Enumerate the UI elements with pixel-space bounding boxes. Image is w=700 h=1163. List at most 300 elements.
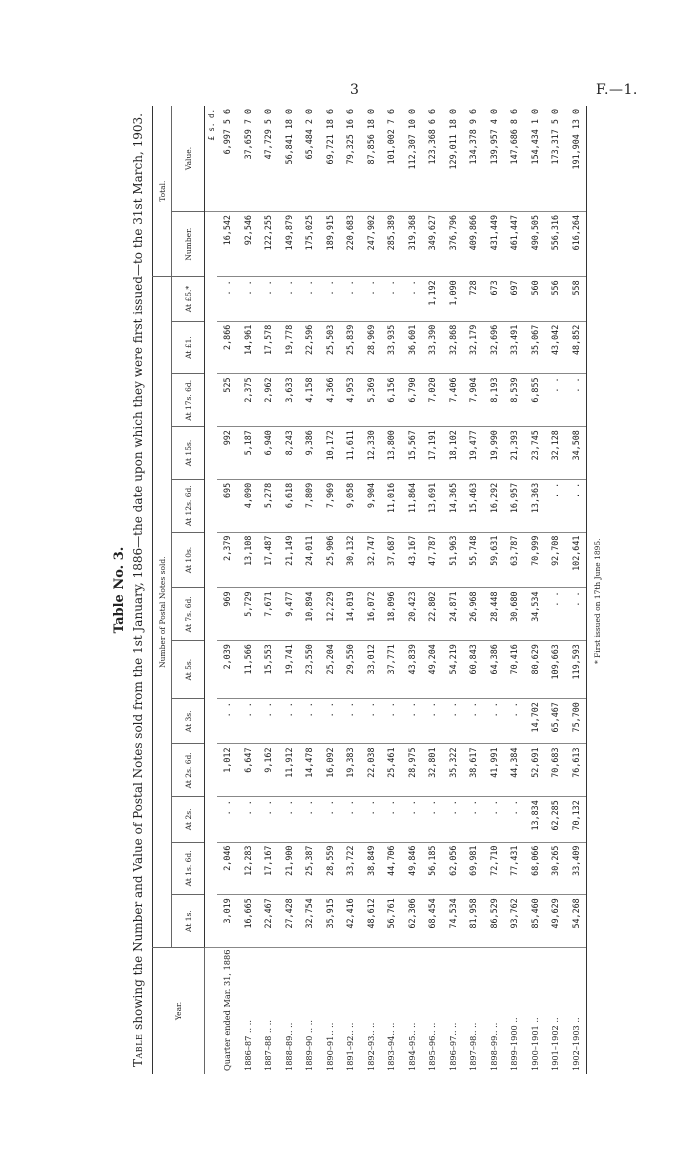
year-cell: 1890–91.. .. — [320, 947, 341, 1074]
notes-count-cell: 556 — [545, 277, 566, 321]
notes-count-cell: 22,038 — [361, 744, 382, 797]
postal-notes-table — [152, 106, 587, 1074]
notes-count-cell: 86,529 — [484, 895, 505, 948]
notes-count-cell: . . — [402, 277, 423, 321]
notes-count-cell: 43,042 — [545, 321, 566, 374]
notes-count-cell: 64,386 — [484, 641, 505, 699]
notes-count-cell: 21,393 — [504, 427, 525, 480]
column-header: At 12s. 6d. — [172, 479, 205, 532]
table-row — [463, 106, 484, 1074]
notes-count-cell: 14,702 — [525, 699, 546, 744]
total-value-cell: 79,325 16 6 — [345, 109, 356, 165]
notes-count-cell: 6,855 — [525, 374, 546, 427]
notes-count-cell: 17,167 — [258, 842, 279, 895]
notes-count-cell: 54,268 — [566, 895, 587, 948]
notes-count-cell: 44,706 — [381, 842, 402, 895]
notes-count-cell: . . — [361, 277, 382, 321]
notes-count-cell: . . — [320, 699, 341, 744]
notes-count-cell: 19,990 — [484, 427, 505, 480]
notes-count-cell: 23,550 — [299, 641, 320, 699]
notes-count-cell: . . — [361, 699, 382, 744]
notes-count-cell: 25,461 — [381, 744, 402, 797]
table-row — [443, 106, 464, 1074]
notes-count-cell: 49,204 — [422, 641, 443, 699]
notes-count-cell: 42,416 — [340, 895, 361, 948]
notes-count-cell: 54,219 — [443, 641, 464, 699]
notes-count-cell: 109,663 — [545, 641, 566, 699]
total-value-cell: 47,729 5 0 — [263, 109, 274, 160]
table-row — [422, 106, 443, 1074]
notes-count-cell: 25,204 — [320, 641, 341, 699]
notes-count-cell: 69,981 — [463, 842, 484, 895]
total-number-cell: 556,316 — [545, 212, 566, 277]
notes-count-cell: 5,729 — [238, 588, 259, 641]
total-value-cell: 69,721 18 6 — [324, 109, 335, 165]
notes-count-cell: . . — [217, 277, 238, 321]
notes-count-cell: 49,629 — [545, 895, 566, 948]
notes-count-cell: 16,072 — [361, 588, 382, 641]
notes-count-cell: . . — [566, 588, 587, 641]
notes-count-cell: 30,132 — [340, 532, 361, 588]
notes-count-cell: . . — [320, 797, 341, 842]
table-row — [381, 106, 402, 1074]
total-number-cell: 189,915 — [320, 212, 341, 277]
notes-count-cell: 6,940 — [258, 427, 279, 480]
notes-count-cell: 29,550 — [340, 641, 361, 699]
notes-count-cell: 25,503 — [320, 321, 341, 374]
notes-count-cell: 92,708 — [545, 532, 566, 588]
year-cell: 1886–87 .. .. — [238, 947, 259, 1074]
notes-count-cell: 697 — [504, 277, 525, 321]
notes-count-cell: . . — [299, 797, 320, 842]
rotated-table-region — [112, 106, 602, 1074]
notes-count-cell: 13,363 — [525, 479, 546, 532]
notes-count-cell: 80,629 — [525, 641, 546, 699]
notes-count-cell: 19,778 — [279, 321, 300, 374]
notes-count-cell: 17,191 — [422, 427, 443, 480]
total-number-cell: 490,505 — [525, 212, 546, 277]
notes-count-cell: 72,710 — [484, 842, 505, 895]
total-number-cell: 431,449 — [484, 212, 505, 277]
notes-count-cell: 60,843 — [463, 641, 484, 699]
notes-count-cell: 525 — [217, 374, 238, 427]
notes-count-cell: 21,149 — [279, 532, 300, 588]
table-footnote: * First issued on 17th June 1895. — [593, 538, 602, 664]
notes-count-cell: . . — [340, 797, 361, 842]
notes-count-cell: . . — [566, 479, 587, 532]
value-units-label: £ s. d. — [206, 109, 216, 141]
notes-count-cell: 1,192 — [422, 277, 443, 321]
notes-count-cell: 4,366 — [320, 374, 341, 427]
notes-count-cell: 32,696 — [484, 321, 505, 374]
notes-count-cell: 7,671 — [258, 588, 279, 641]
total-number-cell: 616,264 — [566, 212, 587, 277]
notes-count-cell: 65,467 — [545, 699, 566, 744]
notes-count-cell: 70,132 — [566, 797, 587, 842]
notes-count-cell: 68,454 — [422, 895, 443, 948]
notes-sold-group-header: Number of Postal Notes sold. — [153, 277, 172, 948]
notes-count-cell: 24,871 — [443, 588, 464, 641]
year-cell: 1891–92.. .. — [340, 947, 361, 1074]
notes-count-cell: 2,039 — [217, 641, 238, 699]
notes-count-cell: 25,387 — [299, 842, 320, 895]
column-header: At 10s. — [172, 532, 205, 588]
notes-count-cell: 4,158 — [299, 374, 320, 427]
table-row — [340, 106, 361, 1074]
notes-count-cell: 13,834 — [525, 797, 546, 842]
notes-count-cell: . . — [402, 797, 423, 842]
notes-count-cell: . . — [545, 479, 566, 532]
notes-count-cell: 5,187 — [238, 427, 259, 480]
notes-count-cell: 1,012 — [217, 744, 238, 797]
column-header: At 15s. — [172, 427, 205, 480]
notes-count-cell: 558 — [566, 277, 587, 321]
notes-count-cell: 70,999 — [525, 532, 546, 588]
notes-count-cell: 7,809 — [299, 479, 320, 532]
notes-count-cell: 12,229 — [320, 588, 341, 641]
notes-count-cell: 8,539 — [504, 374, 525, 427]
notes-count-cell: 19,383 — [340, 744, 361, 797]
notes-count-cell: . . — [279, 699, 300, 744]
notes-count-cell: 33,491 — [504, 321, 525, 374]
notes-count-cell: . . — [238, 699, 259, 744]
notes-count-cell: 6,790 — [402, 374, 423, 427]
notes-count-cell: . . — [443, 797, 464, 842]
notes-count-cell: 10,172 — [320, 427, 341, 480]
year-cell: 1900–1901 .. — [525, 947, 546, 1074]
notes-count-cell: 9,386 — [299, 427, 320, 480]
notes-count-cell: 38,849 — [361, 842, 382, 895]
notes-count-cell: 12,283 — [238, 842, 259, 895]
notes-count-cell: 16,957 — [504, 479, 525, 532]
notes-count-cell: 2,046 — [217, 842, 238, 895]
notes-count-cell: 30,265 — [545, 842, 566, 895]
notes-count-cell: 11,864 — [402, 479, 423, 532]
year-cell: 1901–1902 .. — [545, 947, 566, 1074]
notes-count-cell: 56,761 — [381, 895, 402, 948]
column-header: At £1. — [172, 321, 205, 374]
notes-count-cell: 33,935 — [381, 321, 402, 374]
notes-count-cell: 51,963 — [443, 532, 464, 588]
page-number: 3 — [350, 82, 359, 98]
table-row — [566, 106, 587, 1074]
notes-count-cell: 24,011 — [299, 532, 320, 588]
notes-count-cell: 19,741 — [279, 641, 300, 699]
notes-count-cell: 560 — [525, 277, 546, 321]
table-title-rest: showing the Number and Value of Postal Notes sold from the 1st January, 1886—the date upon which they were first issued—to the 31st March, 1903. — [131, 113, 145, 1034]
year-cell: 1895–96.. .. — [422, 947, 443, 1074]
column-header: At £5.* — [172, 277, 205, 321]
notes-count-cell: 695 — [217, 479, 238, 532]
total-value-cell: 123,368 6 6 — [427, 109, 438, 165]
table-row — [279, 106, 300, 1074]
year-cell: 1889–90 .. .. — [299, 947, 320, 1074]
notes-count-cell: 35,067 — [525, 321, 546, 374]
total-value-cell: 173,317 5 0 — [550, 109, 561, 165]
notes-count-cell: 10,894 — [299, 588, 320, 641]
notes-count-cell: 16,292 — [484, 479, 505, 532]
notes-count-cell: . . — [545, 374, 566, 427]
notes-count-cell: . . — [217, 699, 238, 744]
notes-count-cell: 32,801 — [422, 744, 443, 797]
notes-count-cell: . . — [402, 699, 423, 744]
notes-count-cell: 30,680 — [504, 588, 525, 641]
total-number-cell: 409,866 — [463, 212, 484, 277]
notes-count-cell: 59,631 — [484, 532, 505, 588]
notes-count-cell: . . — [422, 699, 443, 744]
notes-count-cell: 9,162 — [258, 744, 279, 797]
notes-count-cell: 44,384 — [504, 744, 525, 797]
total-number-cell: 220,683 — [340, 212, 361, 277]
total-value-cell: 56,841 18 0 — [283, 109, 294, 165]
table-row — [320, 106, 341, 1074]
notes-count-cell: 20,423 — [402, 588, 423, 641]
column-header: At 17s. 6d. — [172, 374, 205, 427]
total-number-cell: 247,902 — [361, 212, 382, 277]
notes-count-cell: 37,687 — [381, 532, 402, 588]
notes-count-cell: 14,019 — [340, 588, 361, 641]
notes-count-cell: 33,390 — [422, 321, 443, 374]
column-header: At 7s. 6d. — [172, 588, 205, 641]
year-cell: 1892–93.. .. — [361, 947, 382, 1074]
notes-count-cell: 36,601 — [402, 321, 423, 374]
total-value-cell: 37,659 7 0 — [242, 109, 253, 160]
column-header: At 2s. 6d. — [172, 744, 205, 797]
notes-count-cell: 55,748 — [463, 532, 484, 588]
notes-count-cell: . . — [381, 277, 402, 321]
notes-count-cell: 9,477 — [279, 588, 300, 641]
notes-count-cell: 8,243 — [279, 427, 300, 480]
notes-count-cell: 992 — [217, 427, 238, 480]
notes-count-cell: 6,647 — [238, 744, 259, 797]
column-header: At 1s. 6d. — [172, 842, 205, 895]
page-reference: F.—1. — [596, 82, 638, 98]
notes-count-cell: 56,185 — [422, 842, 443, 895]
notes-count-cell: 102,641 — [566, 532, 587, 588]
notes-count-cell: 49,846 — [402, 842, 423, 895]
total-value-cell: 134,378 9 6 — [468, 109, 479, 165]
total-value-cell: 87,856 18 0 — [365, 109, 376, 165]
year-cell: 1899–1900 .. — [504, 947, 525, 1074]
notes-count-cell: . . — [279, 797, 300, 842]
unit-row-spacer — [205, 212, 218, 948]
notes-count-cell: 21,900 — [279, 842, 300, 895]
notes-count-cell: 81,958 — [463, 895, 484, 948]
column-header: Number. — [172, 212, 205, 277]
notes-count-cell: . . — [504, 797, 525, 842]
table-row — [484, 106, 505, 1074]
year-cell: 1897–98.. .. — [463, 947, 484, 1074]
column-header: Value. — [172, 106, 205, 212]
year-column-header: Year. — [153, 947, 205, 1074]
notes-count-cell: 6,156 — [381, 374, 402, 427]
table-row — [504, 106, 525, 1074]
notes-count-cell: 70,683 — [545, 744, 566, 797]
notes-count-cell: 15,553 — [258, 641, 279, 699]
notes-count-cell: 14,478 — [299, 744, 320, 797]
notes-count-cell: 68,066 — [525, 842, 546, 895]
notes-count-cell: 27,428 — [279, 895, 300, 948]
notes-count-cell: 17,487 — [258, 532, 279, 588]
total-value-cell: 139,957 4 0 — [488, 109, 499, 165]
notes-count-cell: . . — [443, 699, 464, 744]
notes-count-cell: 93,762 — [504, 895, 525, 948]
notes-count-cell: 2,375 — [238, 374, 259, 427]
notes-count-cell: 74,534 — [443, 895, 464, 948]
total-value-cell: 154,434 1 0 — [529, 109, 540, 165]
total-value-cell: 101,002 7 6 — [386, 109, 397, 165]
total-value-cell: 129,011 18 0 — [447, 109, 458, 170]
total-number-cell: 376,796 — [443, 212, 464, 277]
column-header: At 2s. — [172, 797, 205, 842]
notes-count-cell: 23,745 — [525, 427, 546, 480]
notes-count-cell: 25,906 — [320, 532, 341, 588]
notes-count-cell: 43,839 — [402, 641, 423, 699]
notes-count-cell: 75,700 — [566, 699, 587, 744]
notes-count-cell: 5,369 — [361, 374, 382, 427]
notes-count-cell: 76,613 — [566, 744, 587, 797]
table-row — [525, 106, 546, 1074]
table-row — [361, 106, 382, 1074]
notes-count-cell: 35,322 — [443, 744, 464, 797]
notes-count-cell: 77,431 — [504, 842, 525, 895]
notes-count-cell: 22,467 — [258, 895, 279, 948]
notes-count-cell: . . — [238, 797, 259, 842]
total-number-cell: 149,879 — [279, 212, 300, 277]
table-row — [545, 106, 566, 1074]
notes-count-cell: 13,108 — [238, 532, 259, 588]
year-cell: Quarter ended Mar. 31, 1886 — [217, 947, 238, 1074]
notes-count-cell: . . — [566, 374, 587, 427]
notes-count-cell: 14,365 — [443, 479, 464, 532]
notes-count-cell: 673 — [484, 277, 505, 321]
year-cell: 1896–97.. .. — [443, 947, 464, 1074]
notes-count-cell: 32,128 — [545, 427, 566, 480]
notes-count-cell: 62,056 — [443, 842, 464, 895]
notes-count-cell: 37,771 — [381, 641, 402, 699]
notes-count-cell: 11,566 — [238, 641, 259, 699]
year-cell: 1893–94.. .. — [381, 947, 402, 1074]
notes-count-cell: . . — [381, 699, 402, 744]
notes-count-cell: 11,016 — [381, 479, 402, 532]
year-cell: 1888–89.. .. — [279, 947, 300, 1074]
total-number-cell: 461,447 — [504, 212, 525, 277]
unit-row-spacer — [205, 947, 218, 1074]
notes-count-cell: 22,802 — [422, 588, 443, 641]
table-title-lead: Table — [131, 1033, 145, 1067]
notes-count-cell: 25,839 — [340, 321, 361, 374]
notes-count-cell: . . — [361, 797, 382, 842]
notes-count-cell: 28,975 — [402, 744, 423, 797]
notes-count-cell: 16,092 — [320, 744, 341, 797]
notes-count-cell: 32,754 — [299, 895, 320, 948]
notes-count-cell: 32,868 — [443, 321, 464, 374]
notes-count-cell: 34,534 — [525, 588, 546, 641]
notes-count-cell: . . — [422, 797, 443, 842]
notes-count-cell: 9,058 — [340, 479, 361, 532]
notes-count-cell: 7,969 — [320, 479, 341, 532]
table-row — [258, 106, 279, 1074]
notes-count-cell: 63,787 — [504, 532, 525, 588]
table-row — [238, 106, 259, 1074]
notes-count-cell: 34,508 — [566, 427, 587, 480]
total-value-cell: 191,904 13 0 — [566, 106, 587, 212]
notes-count-cell: 11,912 — [279, 744, 300, 797]
notes-count-cell: 2,379 — [217, 532, 238, 588]
notes-count-cell: 52,691 — [525, 744, 546, 797]
total-value-cell: 65,484 2 0 — [304, 109, 315, 160]
notes-count-cell: 3,633 — [279, 374, 300, 427]
notes-count-cell: 3,019 — [217, 895, 238, 948]
year-cell: 1894–95.. .. — [402, 947, 423, 1074]
total-value-cell: 112,307 10 0 — [406, 109, 417, 170]
notes-count-cell: 13,800 — [381, 427, 402, 480]
notes-count-cell: . . — [463, 699, 484, 744]
notes-count-cell: 41,991 — [484, 744, 505, 797]
notes-count-cell: 8,193 — [484, 374, 505, 427]
notes-count-cell: 85,460 — [525, 895, 546, 948]
notes-count-cell: 18,102 — [443, 427, 464, 480]
notes-count-cell: 6,618 — [279, 479, 300, 532]
notes-count-cell: 48,612 — [361, 895, 382, 948]
table-title — [131, 106, 145, 1074]
notes-count-cell: 48,852 — [566, 321, 587, 374]
notes-count-cell: 2,866 — [217, 321, 238, 374]
notes-count-cell: 4,090 — [238, 479, 259, 532]
notes-count-cell: 9,904 — [361, 479, 382, 532]
notes-count-cell: . . — [340, 277, 361, 321]
notes-count-cell: . . — [545, 588, 566, 641]
notes-count-cell: 62,285 — [545, 797, 566, 842]
notes-count-cell: . . — [258, 699, 279, 744]
table-row — [299, 106, 320, 1074]
notes-count-cell: . . — [299, 277, 320, 321]
year-cell: 1898–99.. .. — [484, 947, 505, 1074]
notes-count-cell: 119,593 — [566, 641, 587, 699]
notes-count-cell: 43,167 — [402, 532, 423, 588]
notes-count-cell: . . — [463, 797, 484, 842]
total-number-cell: 16,542 — [217, 212, 238, 277]
notes-count-cell: 32,747 — [361, 532, 382, 588]
table-number: Table No. 3. — [112, 546, 127, 634]
notes-count-cell: 33,722 — [340, 842, 361, 895]
notes-count-cell: 47,787 — [422, 532, 443, 588]
notes-count-cell: . . — [299, 699, 320, 744]
notes-count-cell: 7,020 — [422, 374, 443, 427]
notes-count-cell: 5,278 — [258, 479, 279, 532]
table-row — [217, 106, 238, 1074]
table-row — [402, 106, 423, 1074]
notes-count-cell: 28,448 — [484, 588, 505, 641]
notes-count-cell: 728 — [463, 277, 484, 321]
notes-count-cell: 38,617 — [463, 744, 484, 797]
total-group-header: Total. — [153, 106, 172, 277]
total-number-cell: 92,546 — [238, 212, 259, 277]
notes-count-cell: 969 — [217, 588, 238, 641]
notes-count-cell: 62,306 — [402, 895, 423, 948]
notes-count-cell: 26,968 — [463, 588, 484, 641]
notes-count-cell: 7,904 — [463, 374, 484, 427]
total-number-cell: 319,368 — [402, 212, 423, 277]
notes-count-cell: 28,969 — [361, 321, 382, 374]
notes-count-cell: 18,096 — [381, 588, 402, 641]
notes-count-cell: 70,416 — [504, 641, 525, 699]
notes-count-cell: 1,090 — [443, 277, 464, 321]
notes-count-cell: 14,961 — [238, 321, 259, 374]
year-cell: 1887–88 .. .. — [258, 947, 279, 1074]
total-number-cell: 122,255 — [258, 212, 279, 277]
notes-count-cell: . . — [320, 277, 341, 321]
